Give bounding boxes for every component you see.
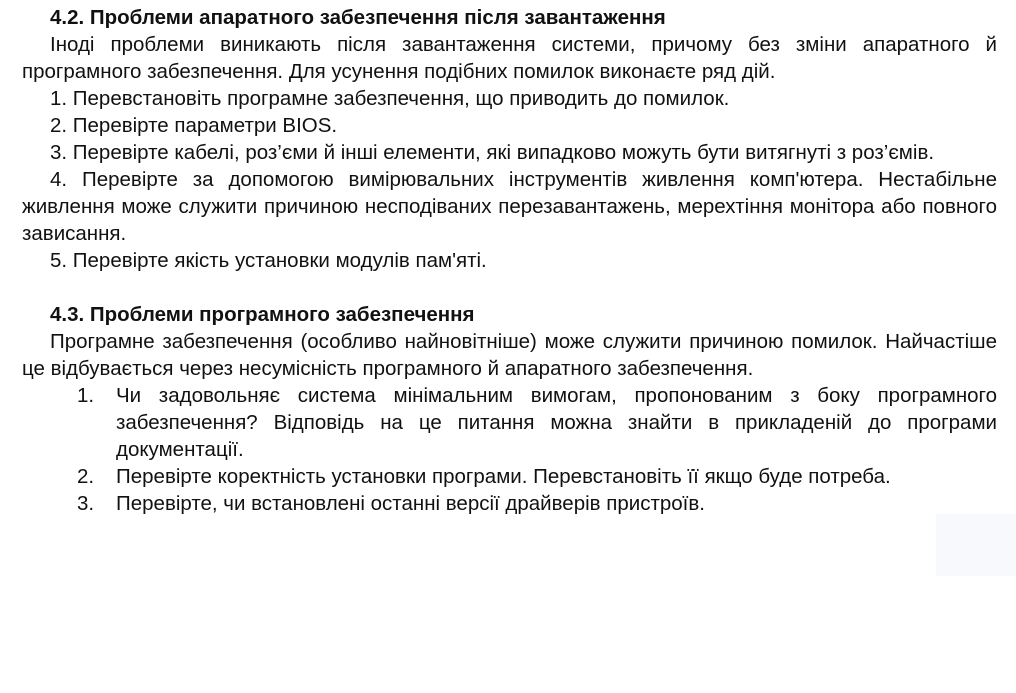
list-item xyxy=(22,490,997,517)
list-item-number: 2. xyxy=(77,465,95,488)
section-4-2-step-2: 2. Перевірте параметри BIOS. xyxy=(50,114,338,137)
section-4-2-step-3: 3. Перевірте кабелі, роз’єми й інші елементи, які випадково можуть бути витягнуті з роз’ємів. xyxy=(50,141,935,164)
section-4-3-heading: 4.3. Проблеми програмного забезпечення xyxy=(50,303,475,326)
section-4-3-intro: Програмне забезпечення (особливо найновітніше) може служити причиною помилок. Найчастіше це відбувається через несумісність програмного й апаратного забезпечення. xyxy=(22,330,997,380)
list-item-text: Перевірте, чи встановлені останні версії драйверів пристроїв. xyxy=(116,492,705,515)
section-4-3-list xyxy=(22,382,997,517)
margin-shade xyxy=(936,514,1016,576)
list-item xyxy=(22,382,997,463)
document-page xyxy=(22,4,997,517)
list-item xyxy=(22,463,997,490)
list-item-text: Чи задовольняє система мінімальним вимогам, пропонованим з боку програмного забезпечення? Відповідь на це питання можна знайти в прикладеній до програми документації. xyxy=(116,384,997,461)
section-4-2-step-4: 4. Перевірте за допомогою вимірювальних інструментів живлення комп'ютера. Нестабільне живлення може служити причиною несподіваних перезавантажень, мерехтіння монітора або повного зависання. xyxy=(22,168,997,245)
list-item-text: Перевірте коректність установки програми. Перевстановіть її якщо буде потреба. xyxy=(116,465,891,488)
section-4-2-heading: 4.2. Проблеми апаратного забезпечення після завантаження xyxy=(50,6,666,29)
section-4-2-step-1: 1. Перевстановіть програмне забезпечення, що приводить до помилок. xyxy=(50,87,730,110)
list-item-number: 1. xyxy=(77,384,95,407)
list-item-number: 3. xyxy=(77,492,95,515)
section-4-2-intro: Іноді проблеми виникають після завантаження системи, причому без зміни апаратного й програмного забезпечення. Для усунення подібних помилок виконаєте ряд дій. xyxy=(22,33,997,83)
section-spacer xyxy=(22,274,997,301)
section-4-2-step-5: 5. Перевірте якість установки модулів пам'яті. xyxy=(50,249,487,272)
